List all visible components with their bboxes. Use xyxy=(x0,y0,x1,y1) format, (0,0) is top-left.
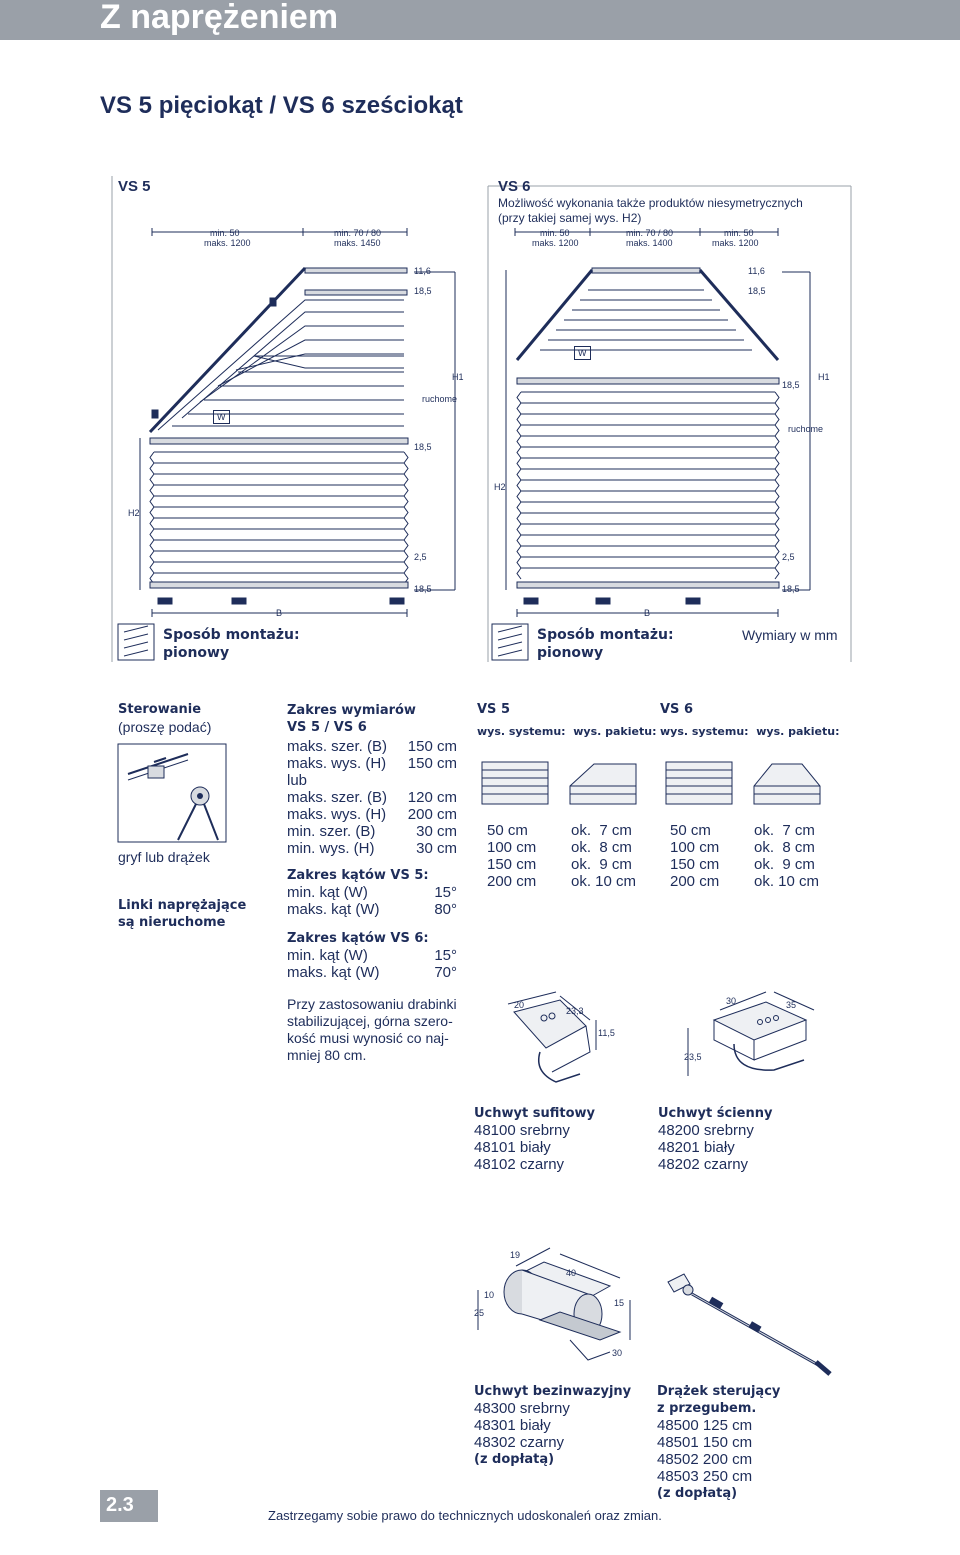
product-ceiling-item: 48100 srebrny xyxy=(474,1122,570,1139)
dist-dim-40: 40 xyxy=(566,1268,577,1278)
pack-vs5 xyxy=(477,702,656,738)
range-row-value: 120 cm xyxy=(407,789,457,806)
pack-vs6 xyxy=(660,702,839,738)
pack-vs5-system-cell: 150 cm xyxy=(487,856,537,873)
dist-dim-19: 19 xyxy=(510,1250,521,1260)
product-rod-title-2: z przegubem. xyxy=(657,1401,757,1416)
pack-vs5-system-cell: 50 cm xyxy=(487,822,528,839)
range-row xyxy=(287,789,457,806)
angle-row-label: maks. kąt (W) xyxy=(287,901,380,918)
product-ceiling-title: Uchwyt sufitowy xyxy=(474,1106,595,1121)
product-wall xyxy=(658,1105,772,1173)
vs6-mount-label xyxy=(537,626,674,662)
vs5-dim-b: B xyxy=(276,608,283,618)
angles-vs5-heading: Zakres kątów VS 5: xyxy=(287,868,429,883)
product-rod-item: 48501 150 cm xyxy=(657,1434,753,1451)
vs5-dim-right-max: maks. 1450 xyxy=(334,238,381,248)
vs5-title: VS 5 xyxy=(118,178,151,195)
pack-vs5-columns xyxy=(477,725,656,738)
angle-row-value: 80° xyxy=(434,901,457,918)
pack-vs5-pack-cell: ok. 10 cm xyxy=(571,873,637,890)
product-distance-item: 48300 srebrny xyxy=(474,1400,570,1417)
range-row-value: 30 cm xyxy=(416,823,457,840)
vs5-mount-label-1: Sposób montażu: xyxy=(163,627,300,643)
footer-note: Zastrzegamy sobie prawo do technicznych udoskonaleń oraz zmian. xyxy=(268,1508,662,1523)
vs6-note-line1: Możliwość wykonania także produktów niesymetrycznych xyxy=(498,196,803,210)
product-distance-item: 48302 czarny xyxy=(474,1434,565,1451)
dist-dim-15: 15 xyxy=(614,1298,625,1308)
product-wall-title: Uchwyt ścienny xyxy=(658,1106,773,1121)
product-ceiling-item: 48101 biały xyxy=(474,1139,551,1156)
ranges-or: lub xyxy=(287,772,308,789)
pack-vs5-pack-cell: ok. 8 cm xyxy=(571,839,632,856)
range-row-value: 150 cm xyxy=(407,755,457,772)
control-subheading: (proszę podać) xyxy=(118,719,212,735)
vs5-dim-18-5-top: 18,5 xyxy=(414,286,432,296)
distance-bracket-drawing xyxy=(470,1240,660,1370)
vs6-dim-18-5-mid: 18,5 xyxy=(782,380,800,390)
control-note-line1: Linki naprężające xyxy=(118,898,247,913)
range-row xyxy=(287,823,457,840)
wall-dim-35: 35 xyxy=(786,1000,797,1010)
vs6-dim-ruchome: ruchome xyxy=(788,424,824,434)
pack-vs6-columns xyxy=(660,725,839,738)
pack-vs6-pack-cell: ok. 7 cm xyxy=(754,822,815,839)
ladder-note-line-2: stabilizującej, górna szero- xyxy=(287,1013,453,1029)
product-rod-title-1: Drążek sterujący xyxy=(657,1384,781,1399)
mount-icon-vs6 xyxy=(492,624,528,660)
vs5-dim-11-6: 11,6 xyxy=(414,266,431,276)
range-row xyxy=(287,840,457,857)
vs6-dim-c-min: min. 50 xyxy=(724,228,754,238)
pack-vs6-icons xyxy=(662,756,832,816)
product-wall-item: 48200 srebrny xyxy=(658,1122,754,1139)
ladder-note-line-4: mniej 80 cm. xyxy=(287,1047,367,1063)
pack-vs6-pack-cell: ok. 10 cm xyxy=(754,873,820,890)
vs6-dim-h2: H2 xyxy=(494,482,506,492)
angle-row xyxy=(287,884,457,901)
range-row-label: min. szer. (B) xyxy=(287,823,376,840)
pack-vs5-heading: VS 5 xyxy=(477,702,510,717)
pack-vs6-system-cell: 200 cm xyxy=(670,873,720,890)
product-rod-item: 48503 250 cm xyxy=(657,1468,753,1485)
pack-vs5-table xyxy=(487,822,636,890)
vs5-mount-label-2: pionowy xyxy=(163,645,230,661)
vs6-mount-label-1: Sposób montażu: xyxy=(537,627,674,643)
control-section xyxy=(118,702,258,735)
product-wall-item: 48201 biały xyxy=(658,1139,735,1156)
vs5-dim-ruchome: ruchome xyxy=(422,394,458,404)
product-distance-item: 48301 biały xyxy=(474,1417,551,1434)
ceiling-dim-11-5: 11,5 xyxy=(598,1028,615,1038)
pack-vs5-col2: wys. pakietu: xyxy=(573,725,657,738)
vs6-dim-18-5-bot: 18,5 xyxy=(782,584,800,594)
control-caption: gryf lub drążek xyxy=(118,849,210,865)
ceiling-dim-23-3: 23,3 xyxy=(566,1006,584,1016)
range-row-label: min. wys. (H) xyxy=(287,840,375,857)
ladder-note xyxy=(287,996,457,1064)
angle-row-value: 15° xyxy=(434,884,457,901)
technical-drawings xyxy=(0,0,960,680)
dist-dim-30: 30 xyxy=(612,1348,623,1358)
vs5-mount-label xyxy=(163,626,300,662)
product-rod-item: 48502 200 cm xyxy=(657,1451,753,1468)
angles-vs6-heading: Zakres kątów VS 6: xyxy=(287,931,429,946)
pack-vs6-pack-cell: ok. 9 cm xyxy=(754,856,815,873)
product-wall-item: 48202 czarny xyxy=(658,1156,749,1173)
product-distance xyxy=(474,1383,631,1468)
pack-vs5-system-cell: 100 cm xyxy=(487,839,537,856)
range-row-label: maks. wys. (H) xyxy=(287,755,387,772)
ranges-heading: Zakres wymiarów xyxy=(287,703,416,718)
vs6-mount-label-2: pionowy xyxy=(537,645,604,661)
vs6-dim-11-6: 11,6 xyxy=(748,266,765,276)
vs5-dim-w: W xyxy=(213,410,230,424)
product-ceiling-item: 48102 czarny xyxy=(474,1156,565,1173)
pack-vs6-pack-cell: ok. 8 cm xyxy=(754,839,815,856)
pack-vs5-system-cell: 200 cm xyxy=(487,873,537,890)
vs6-dim-18-5-top: 18,5 xyxy=(748,286,766,296)
angle-row-label: min. kąt (W) xyxy=(287,884,368,901)
range-row-label: maks. szer. (B) xyxy=(287,789,388,806)
wall-bracket-drawing xyxy=(674,980,844,1080)
vs6-dim-c-max: maks. 1200 xyxy=(712,238,759,248)
dist-dim-10: 10 xyxy=(484,1290,495,1300)
ladder-note-line-1: Przy zastosowaniu drabinki xyxy=(287,996,457,1012)
page-subtitle: VS 5 pięciokąt / VS 6 sześciokąt xyxy=(100,92,463,119)
wall-dim-23-5: 23,5 xyxy=(684,1052,702,1062)
angle-row xyxy=(287,901,457,918)
wall-dim-30: 30 xyxy=(726,996,737,1006)
pack-vs6-system-cell: 150 cm xyxy=(670,856,720,873)
vs5-dim-2-5: 2,5 xyxy=(414,552,427,562)
product-distance-extra: (z dopłatą) xyxy=(474,1452,555,1467)
pack-vs5-icons xyxy=(478,756,648,816)
product-rod-extra: (z dopłatą) xyxy=(657,1486,738,1501)
ladder-note-line-3: kość musi wynosić co naj- xyxy=(287,1030,449,1046)
page-number: 2.3 xyxy=(106,1494,134,1516)
range-row-value: 30 cm xyxy=(416,840,457,857)
product-ceiling xyxy=(474,1105,595,1173)
vs6-dim-a-max: maks. 1200 xyxy=(532,238,579,248)
angle-row-label: min. kąt (W) xyxy=(287,947,368,964)
product-rod-item: 48500 125 cm xyxy=(657,1417,753,1434)
angle-row xyxy=(287,964,457,981)
vs6-dim-b-min: min. 70 / 80 xyxy=(626,228,674,238)
pack-vs6-heading: VS 6 xyxy=(660,702,693,717)
vs6-note xyxy=(498,196,803,226)
range-row xyxy=(287,806,457,823)
dist-dim-25: 25 xyxy=(474,1308,485,1318)
angle-row xyxy=(287,947,457,964)
vs5-dim-18-5-bot: 18,5 xyxy=(414,584,432,594)
range-row xyxy=(287,738,457,755)
vs5-dim-18-5-mid: 18,5 xyxy=(414,442,432,452)
range-row-value: 200 cm xyxy=(407,806,457,823)
range-row-value: 150 cm xyxy=(407,738,457,755)
ranges-subheading: VS 5 / VS 6 xyxy=(287,720,367,735)
control-note xyxy=(118,897,246,931)
pack-vs6-table xyxy=(670,822,819,890)
vs6-dim-h1: H1 xyxy=(818,372,830,382)
angle-row-value: 70° xyxy=(434,964,457,981)
range-row xyxy=(287,755,457,772)
vs6-dim-b-max: maks. 1400 xyxy=(626,238,673,248)
vs6-dim-w: W xyxy=(574,346,591,360)
control-heading: Sterowanie xyxy=(118,702,202,717)
pack-vs6-col1: wys. systemu: xyxy=(660,725,749,738)
control-illustration xyxy=(118,744,228,844)
pack-vs6-system-cell: 50 cm xyxy=(670,822,711,839)
range-row-label: maks. szer. (B) xyxy=(287,738,388,755)
ranges-section xyxy=(287,702,462,981)
vs6-note-line2: (przy takiej samej wys. H2) xyxy=(498,211,642,225)
pack-vs5-pack-cell: ok. 7 cm xyxy=(571,822,632,839)
range-row-label: maks. wys. (H) xyxy=(287,806,387,823)
pack-vs6-col2: wys. pakietu: xyxy=(756,725,840,738)
vs5-dim-h2: H2 xyxy=(128,508,140,518)
angle-row-value: 15° xyxy=(434,947,457,964)
product-rod xyxy=(657,1383,780,1502)
pack-vs6-system-cell: 100 cm xyxy=(670,839,720,856)
vs6-dim-b: B xyxy=(644,608,651,618)
pack-vs5-pack-cell: ok. 9 cm xyxy=(571,856,632,873)
vs6-title: VS 6 xyxy=(498,178,531,195)
mount-icon-vs5 xyxy=(118,624,154,660)
units-note: Wymiary w mm xyxy=(742,627,838,643)
vs5-dim-h1: H1 xyxy=(452,372,464,382)
angle-row-label: maks. kąt (W) xyxy=(287,964,380,981)
ceiling-bracket-drawing xyxy=(490,990,640,1090)
control-rod-drawing xyxy=(660,1270,840,1380)
control-note-line2: są nieruchome xyxy=(118,915,226,930)
vs5-dim-right-min: min. 70 / 80 xyxy=(334,228,382,238)
pack-vs5-col1: wys. systemu: xyxy=(477,725,566,738)
page-title: Z naprężeniem xyxy=(100,0,339,36)
ceiling-dim-20: 20 xyxy=(514,1000,525,1010)
vs6-dim-2-5: 2,5 xyxy=(782,552,795,562)
vs5-dim-left-min: min. 50 xyxy=(210,228,240,238)
vs5-dim-left-max: maks. 1200 xyxy=(204,238,251,248)
vs6-dim-a-min: min. 50 xyxy=(540,228,570,238)
product-distance-title: Uchwyt bezinwazyjny xyxy=(474,1384,632,1399)
